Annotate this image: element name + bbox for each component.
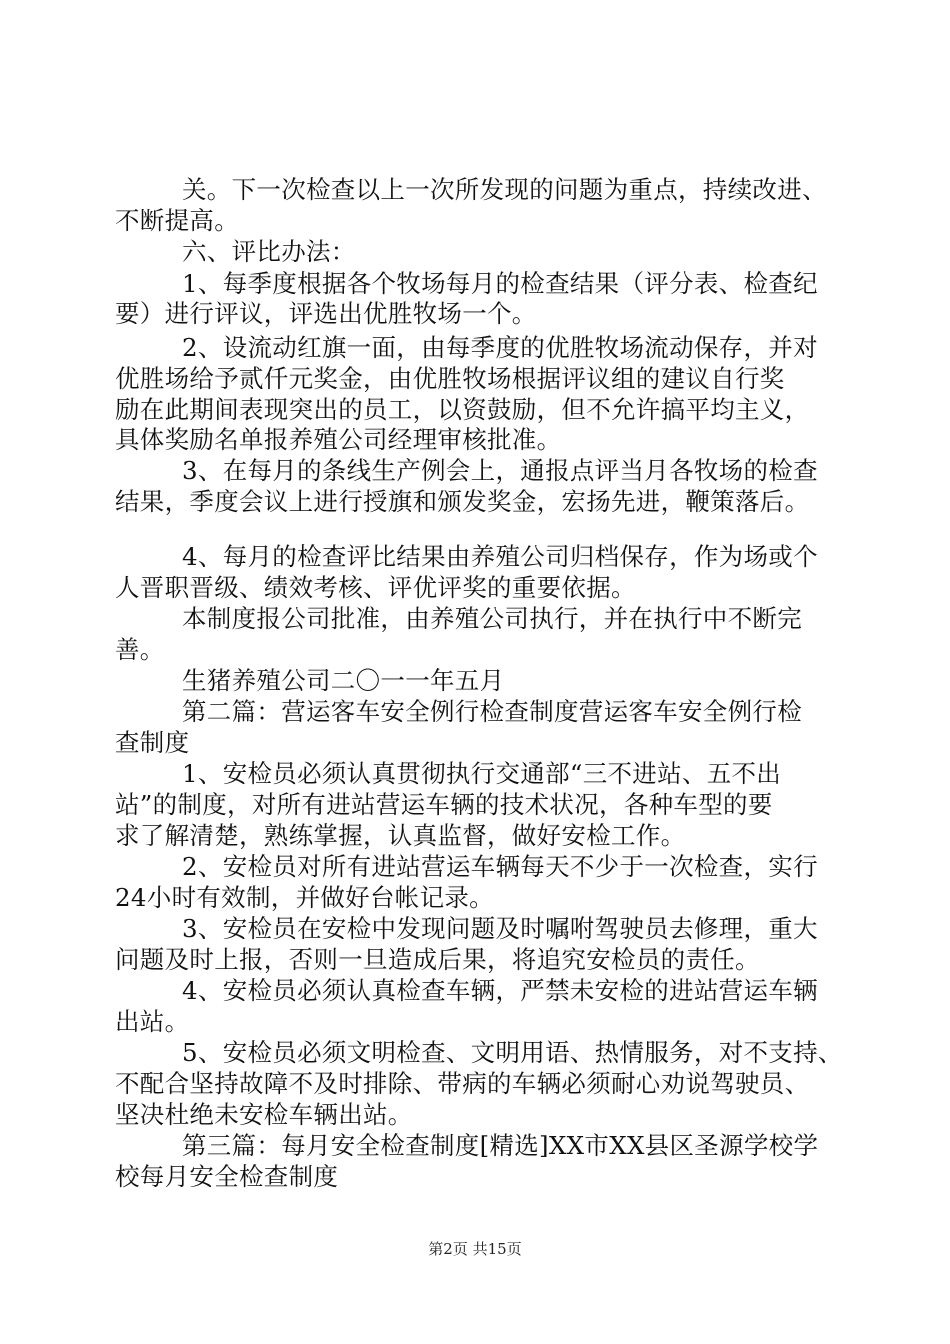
text-line: 2、设流动红旗一面，由每季度的优胜牧场流动保存，并对 <box>182 333 818 362</box>
text-line: 本制度报公司批准，由养殖公司执行，并在执行中不断完 <box>182 604 802 633</box>
text-line: 不配合坚持故障不及时排除、带病的车辆必须耐心劝说驾驶员、 <box>115 1069 810 1098</box>
text-line: 善。 <box>115 635 165 664</box>
text-line: 人晋职晋级、绩效考核、评优评奖的重要依据。 <box>115 573 636 602</box>
text-line: 出站。 <box>115 1007 190 1036</box>
text-line: 具体奖励名单报养殖公司经理审核批准。 <box>115 425 562 454</box>
chapter-heading: 查制度 <box>115 728 190 757</box>
text-line: 3、在每月的条线生产例会上，通报点评当月各牧场的检查 <box>182 456 818 485</box>
text-line: 要）进行评议，评选出优胜牧场一个。 <box>115 299 537 328</box>
text-line: 1、安检员必须认真贯彻执行交通部“三不进站、五不出 <box>182 759 782 788</box>
text-line: 1、每季度根据各个牧场每月的检查结果（评分表、检查纪 <box>182 269 818 298</box>
chapter-heading: 第二篇：营运客车安全例行检查制度营运客车安全例行检 <box>182 697 802 726</box>
text-line: 结果，季度会议上进行授旗和颁发奖金，宏扬先进，鞭策落后。 <box>115 487 810 516</box>
text-line: 4、每月的检查评比结果由养殖公司归档保存，作为场或个 <box>182 542 818 571</box>
text-line: 求了解清楚，熟练掌握，认真监督，做好安检工作。 <box>115 821 686 850</box>
text-line: 问题及时上报，否则一旦造成后果，将追究安检员的责任。 <box>115 945 760 974</box>
section-heading: 六、评比办法： <box>182 237 356 266</box>
chapter-heading: 校每月安全检查制度 <box>115 1162 339 1191</box>
chapter-heading: 第三篇：每月安全检查制度[精选]XX市XX县区圣源学校学 <box>182 1131 819 1160</box>
text-line: 关。下一次检查以上一次所发现的问题为重点，持续改进、 <box>182 175 827 204</box>
text-line: 优胜场给予贰仟元奖金，由优胜牧场根据评议组的建议自行奖 <box>115 364 785 393</box>
text-line: 不断提高。 <box>115 206 239 235</box>
text-line: 2、安检员对所有进站营运车辆每天不少于一次检查，实行 <box>182 852 818 881</box>
text-line: 24小时有效制，并做好台帐记录。 <box>115 883 494 912</box>
text-line: 坚决杜绝未安检车辆出站。 <box>115 1100 413 1129</box>
text-line: 4、安检员必须认真检查车辆，严禁未安检的进站营运车辆 <box>182 976 818 1005</box>
page-number-footer: 第2页 共15页 <box>428 1240 522 1258</box>
text-line: 站”的制度，对所有进站营运车辆的技术状况，各种车型的要 <box>115 790 773 819</box>
text-line: 3、安检员在安检中发现问题及时嘱咐驾驶员去修理，重大 <box>182 914 818 943</box>
text-line: 5、安检员必须文明检查、文明用语、热情服务，对不支持、 <box>182 1038 843 1067</box>
text-line: 励在此期间表现突出的员工，以资鼓励，但不允许搞平均主义， <box>115 395 810 424</box>
signature-line: 生猪养殖公司二〇一一年五月 <box>182 666 505 695</box>
